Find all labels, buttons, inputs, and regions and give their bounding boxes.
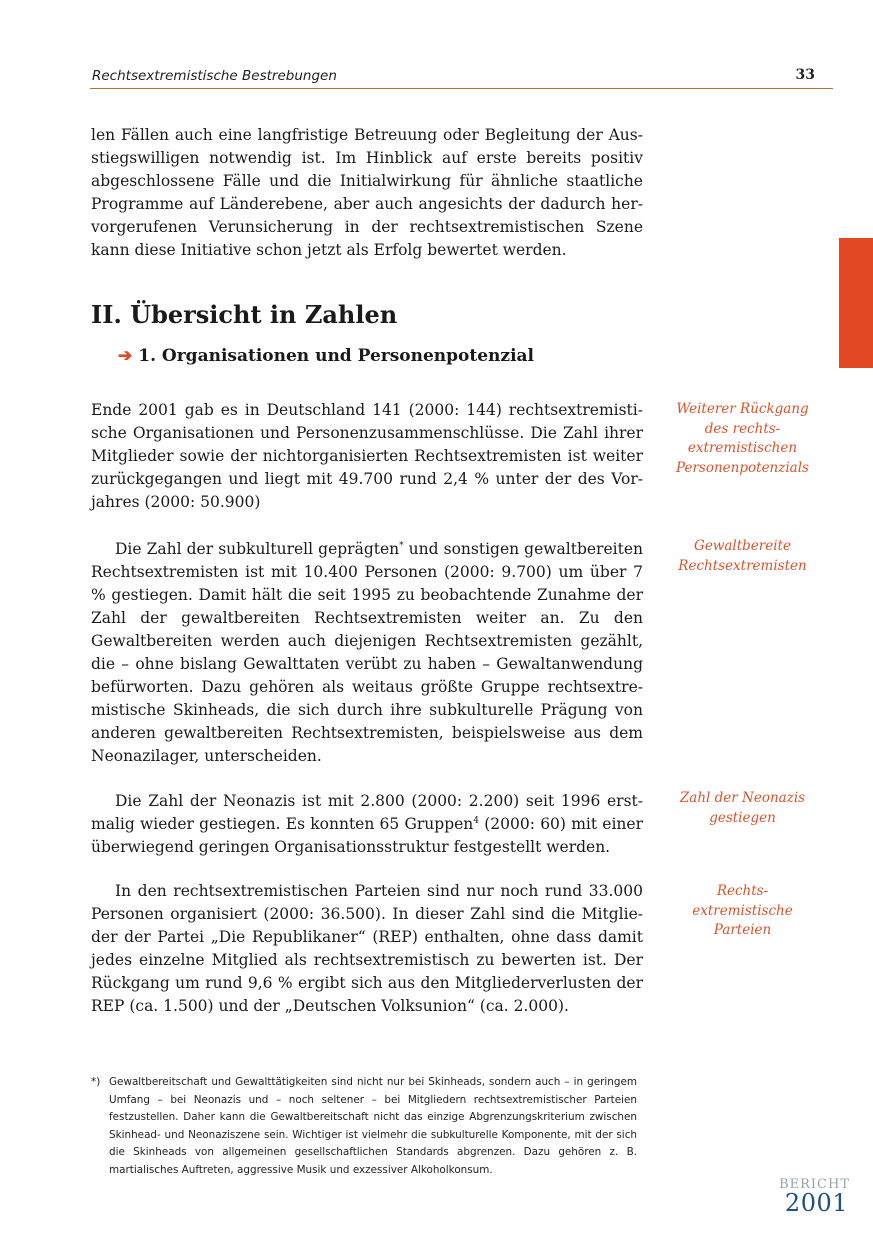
- section-heading: II. Übersicht in Zahlen: [91, 300, 398, 329]
- paragraph-text: Die Zahl der Neonazis ist mit 2.800 (2000: 2.200) seit 1996 erstmalig wieder gestiegen. Es konnten 65 Gruppen: [91, 792, 643, 833]
- page-header: [90, 66, 833, 89]
- footnote-mark: *): [91, 1076, 101, 1088]
- paragraph-text: und sonstigen gewaltbereiten Rechtsextremisten ist mit 10.400 Personen (2000: 9.700) um über 7 % gestiegen. Damit hält die seit 1995 zu beobachtende Zunahme der Zahl der gewaltbereiten Rechtsextremisten weiter an. Zu den Gewaltbereiten werden auch diejenigen Rechtsextremisten gezählt, die – ohne bislang Gewalttaten verübt zu haben – Gewaltanwendung befürworten. Dazu gehören als weitaus größte Gruppe rechtsextremistische Skinheads, die sich durch ihre subkulturelle Prägung von anderen gewaltbereiten Rechtsextremisten, beispielsweise aus dem Neonazilager, unterscheiden.: [91, 540, 643, 765]
- margin-note-parties: Rechtsextremistische Parteien: [692, 883, 793, 938]
- chapter-tab-marker: [839, 238, 873, 368]
- paragraph-neonazis: [91, 790, 643, 859]
- arrow-icon: ➔: [118, 346, 133, 366]
- footnote: [91, 1074, 637, 1179]
- running-title: Rechtsextremistische Bestrebungen: [92, 68, 337, 84]
- subsection-heading: [118, 346, 534, 366]
- logo-label: BERICHT: [779, 1177, 850, 1192]
- logo-year: 2001: [784, 1189, 848, 1217]
- margin-note-decline: Weiterer Rückgang des rechtsextremistischen Personenpotenzials: [676, 401, 809, 476]
- paragraph-text: Ende 2001 gab es in Deutschland 141 (2000: 144) rechtsextremistische Organisationen und Personenzusammenschlüsse. Die Zahl ihrer Mitglieder sowie der nichtorganisierten Rechtsextremisten ist weiter zurückgegangen und liegt mit 49.700 rund 2,4 % unter der des Vorjahres (2000: 50.900): [91, 401, 643, 511]
- endnote-marker: 4: [473, 815, 480, 826]
- paragraph-organisations: [91, 399, 643, 514]
- footnote-marker: *: [399, 540, 404, 551]
- margin-note-violent: Gewaltbereite Rechtsextremisten: [678, 538, 807, 574]
- intro-text: len Fällen auch eine langfristige Betreuung oder Begleitung der Ausstiegswilligen notwendig ist. Im Hinblick auf erste bereits positiv abgeschlossene Fälle und die Initialwirkung für ähnliche staatliche Programme auf Länderebene, aber auch angesichts der dadurch hervorgerufenen Verunsicherung in der rechtsextremistischen Szene kann diese Initiative schon jetzt als Erfolg bewertet werden.: [91, 126, 643, 259]
- paragraph-text: In den rechtsextremistischen Parteien sind nur noch rund 33.000 Personen organisiert (2000: 36.500). In dieser Zahl sind die Mitglieder der Partei „Die Republikaner“ (REP) enthalten, ohne dass damit jedes einzelne Mitglied als rechtsextremistisch zu bewerten ist. Der Rückgang um rund 9,6 % ergibt sich aus den Mitgliederverlusten der REP (ca. 1.500) und der „Deutschen Volksunion“ (ca. 2.000).: [91, 882, 643, 1015]
- report-logo: [770, 1177, 850, 1217]
- paragraph-text: Die Zahl der subkulturell geprägten: [115, 540, 400, 558]
- paragraph-parties: [91, 880, 643, 1018]
- paragraph-violent: [91, 538, 643, 768]
- intro-paragraph: [91, 124, 643, 262]
- footnote-text: Gewaltbereitschaft und Gewalttätigkeiten sind nicht nur bei Skinheads, sondern auch – in geringem Umfang – bei Neonazis und – noch seltener – bei Mitgliedern rechtsextremistischer Parteien festzustellen. Daher kann die Gewaltbereitschaft nicht das einzige Abgrenzungskriterium zwischen Skinhead- und Neonaziszene sein. Wichtiger ist vielmehr die subkulturelle Komponente, mit der sich die Skinheads von allgemeinen gesellschaftlichen Standards abgrenzen. Dazu gehören z. B. martialisches Auftreten, aggressive Musik und exzessiver Alkoholkonsum.: [109, 1076, 637, 1176]
- page-number: 33: [795, 67, 815, 83]
- subsection-title: 1. Organisationen und Personenpotenzial: [138, 346, 534, 366]
- paragraph-text: (2000: 60) mit einer überwiegend geringen Organisationsstruktur festgestellt werden.: [91, 815, 643, 856]
- margin-note-neonazis: Zahl der Neonazis gestiegen: [679, 790, 806, 826]
